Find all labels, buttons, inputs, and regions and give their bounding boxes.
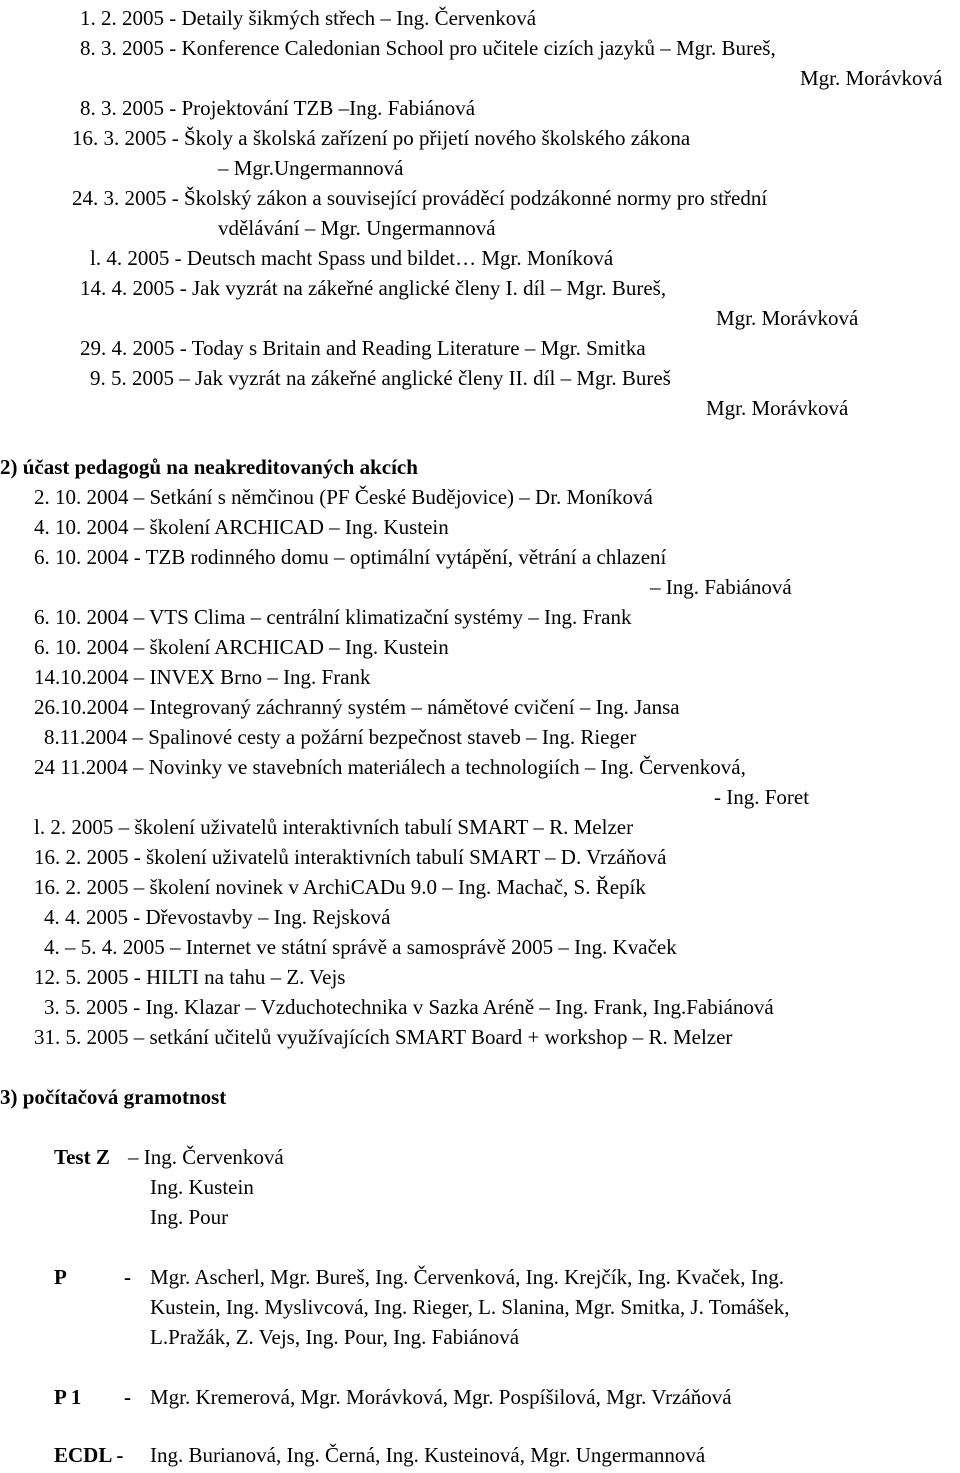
event-line: 4. 4. 2005 - Dřevostavby – Ing. Rejsková [44,905,391,929]
section-heading: 2) účast pedagogů na neakreditovaných akcích [0,455,418,479]
event-line: 16. 2. 2005 – školení novinek v ArchiCADu 9.0 – Ing. Machač, S. Řepík [34,875,646,899]
event-line: 26.10.2004 – Integrovaný záchranný systém – námětové cvičení – Ing. Jansa [34,695,680,719]
test-z-label: Test Z [54,1145,110,1169]
event-line: 14.10.2004 – INVEX Brno – Ing. Frank [34,665,371,689]
event-line: 16. 2. 2005 - školení uživatelů interaktivních tabulí SMART – D. Vrzáňová [34,845,667,869]
event-line-continuation: Mgr. Morávková [800,66,943,90]
event-line: 14. 4. 2005 - Jak vyzrát na zákeřné anglické členy I. díl – Mgr. Bureš, [80,276,667,300]
event-line-continuation: Mgr. Morávková [706,396,849,420]
p1-names: Mgr. Kremerová, Mgr. Morávková, Mgr. Pospíšilová, Mgr. Vrzáňová [150,1385,732,1409]
event-line: 8. 3. 2005 - Projektování TZB –Ing. Fabiánová [80,96,476,120]
event-line: 24 11.2004 – Novinky ve stavebních materiálech a technologiích – Ing. Červenková, [34,755,746,779]
event-line-continuation: vdělávání – Mgr. Ungermannová [218,216,496,240]
event-line: 24. 3. 2005 - Školský zákon a související prováděcí podzákonné normy pro střední [72,186,768,210]
test-z-name: Ing. Kustein [150,1175,254,1199]
p1-label: P 1 [54,1385,82,1409]
event-line: 6. 10. 2004 – školení ARCHICAD – Ing. Kustein [34,635,449,659]
event-line: l. 2. 2005 – školení uživatelů interaktivních tabulí SMART – R. Melzer [34,815,634,839]
p-names-line: Kustein, Ing. Myslivcová, Ing. Rieger, L. Slanina, Mgr. Smitka, J. Tomášek, [150,1295,790,1319]
event-line: 1. 2. 2005 - Detaily šikmých střech – Ing. Červenková [80,6,537,30]
event-line: 6. 10. 2004 – VTS Clima – centrální klimatizační systémy – Ing. Frank [34,605,632,629]
event-line: 4. 10. 2004 – školení ARCHICAD – Ing. Kustein [34,515,449,539]
event-line: 4. – 5. 4. 2005 – Internet ve státní správě a samosprávě 2005 – Ing. Kvaček [44,935,677,959]
event-line-continuation: – Mgr.Ungermannová [218,156,404,180]
ecdl-label: ECDL - [54,1443,124,1467]
test-z-name: – Ing. Červenková [128,1145,284,1169]
event-line: 16. 3. 2005 - Školy a školská zařízení po přijetí nového školského zákona [72,126,691,150]
event-line-continuation: - Ing. Foret [714,785,810,809]
test-z-name: Ing. Pour [150,1205,229,1229]
p-dash: - [124,1265,131,1289]
event-line: 29. 4. 2005 - Today s Britain and Reading Literature – Mgr. Smitka [80,336,646,360]
section-heading: 3) počítačová gramotnost [0,1085,227,1109]
event-line: 6. 10. 2004 - TZB rodinného domu – optimální vytápění, větrání a chlazení [34,545,667,569]
p-label: P [54,1265,67,1289]
event-line: 9. 5. 2005 – Jak vyzrát na zákeřné anglické členy II. díl – Mgr. Bureš [90,366,671,390]
event-line: 8. 3. 2005 - Konference Caledonian School pro učitele cizích jazyků – Mgr. Bureš, [80,36,776,60]
ecdl-names: Ing. Burianová, Ing. Černá, Ing. Kusteinová, Mgr. Ungermannová [150,1443,706,1467]
event-line-continuation: Mgr. Morávková [716,306,859,330]
p-names-line: Mgr. Ascherl, Mgr. Bureš, Ing. Červenková, Ing. Krejčík, Ing. Kvaček, Ing. [150,1265,784,1289]
event-line: 3. 5. 2005 - Ing. Klazar – Vzduchotechnika v Sazka Aréně – Ing. Frank, Ing.Fabiánová [44,995,774,1019]
event-line: l. 4. 2005 - Deutsch macht Spass und bildet… Mgr. Moníková [90,246,614,270]
event-line: 2. 10. 2004 – Setkání s němčinou (PF České Budějovice) – Dr. Moníková [34,485,653,509]
p-names-line: L.Pražák, Z. Vejs, Ing. Pour, Ing. Fabiánová [150,1325,520,1349]
event-line: 31. 5. 2005 – setkání učitelů využívajících SMART Board + workshop – R. Melzer [34,1025,733,1049]
event-line: 8.11.2004 – Spalinové cesty a požární bezpečnost staveb – Ing. Rieger [44,725,637,749]
event-line-continuation: – Ing. Fabiánová [650,575,792,599]
p1-dash: - [124,1385,131,1409]
event-line: 12. 5. 2005 - HILTI na tahu – Z. Vejs [34,965,346,989]
